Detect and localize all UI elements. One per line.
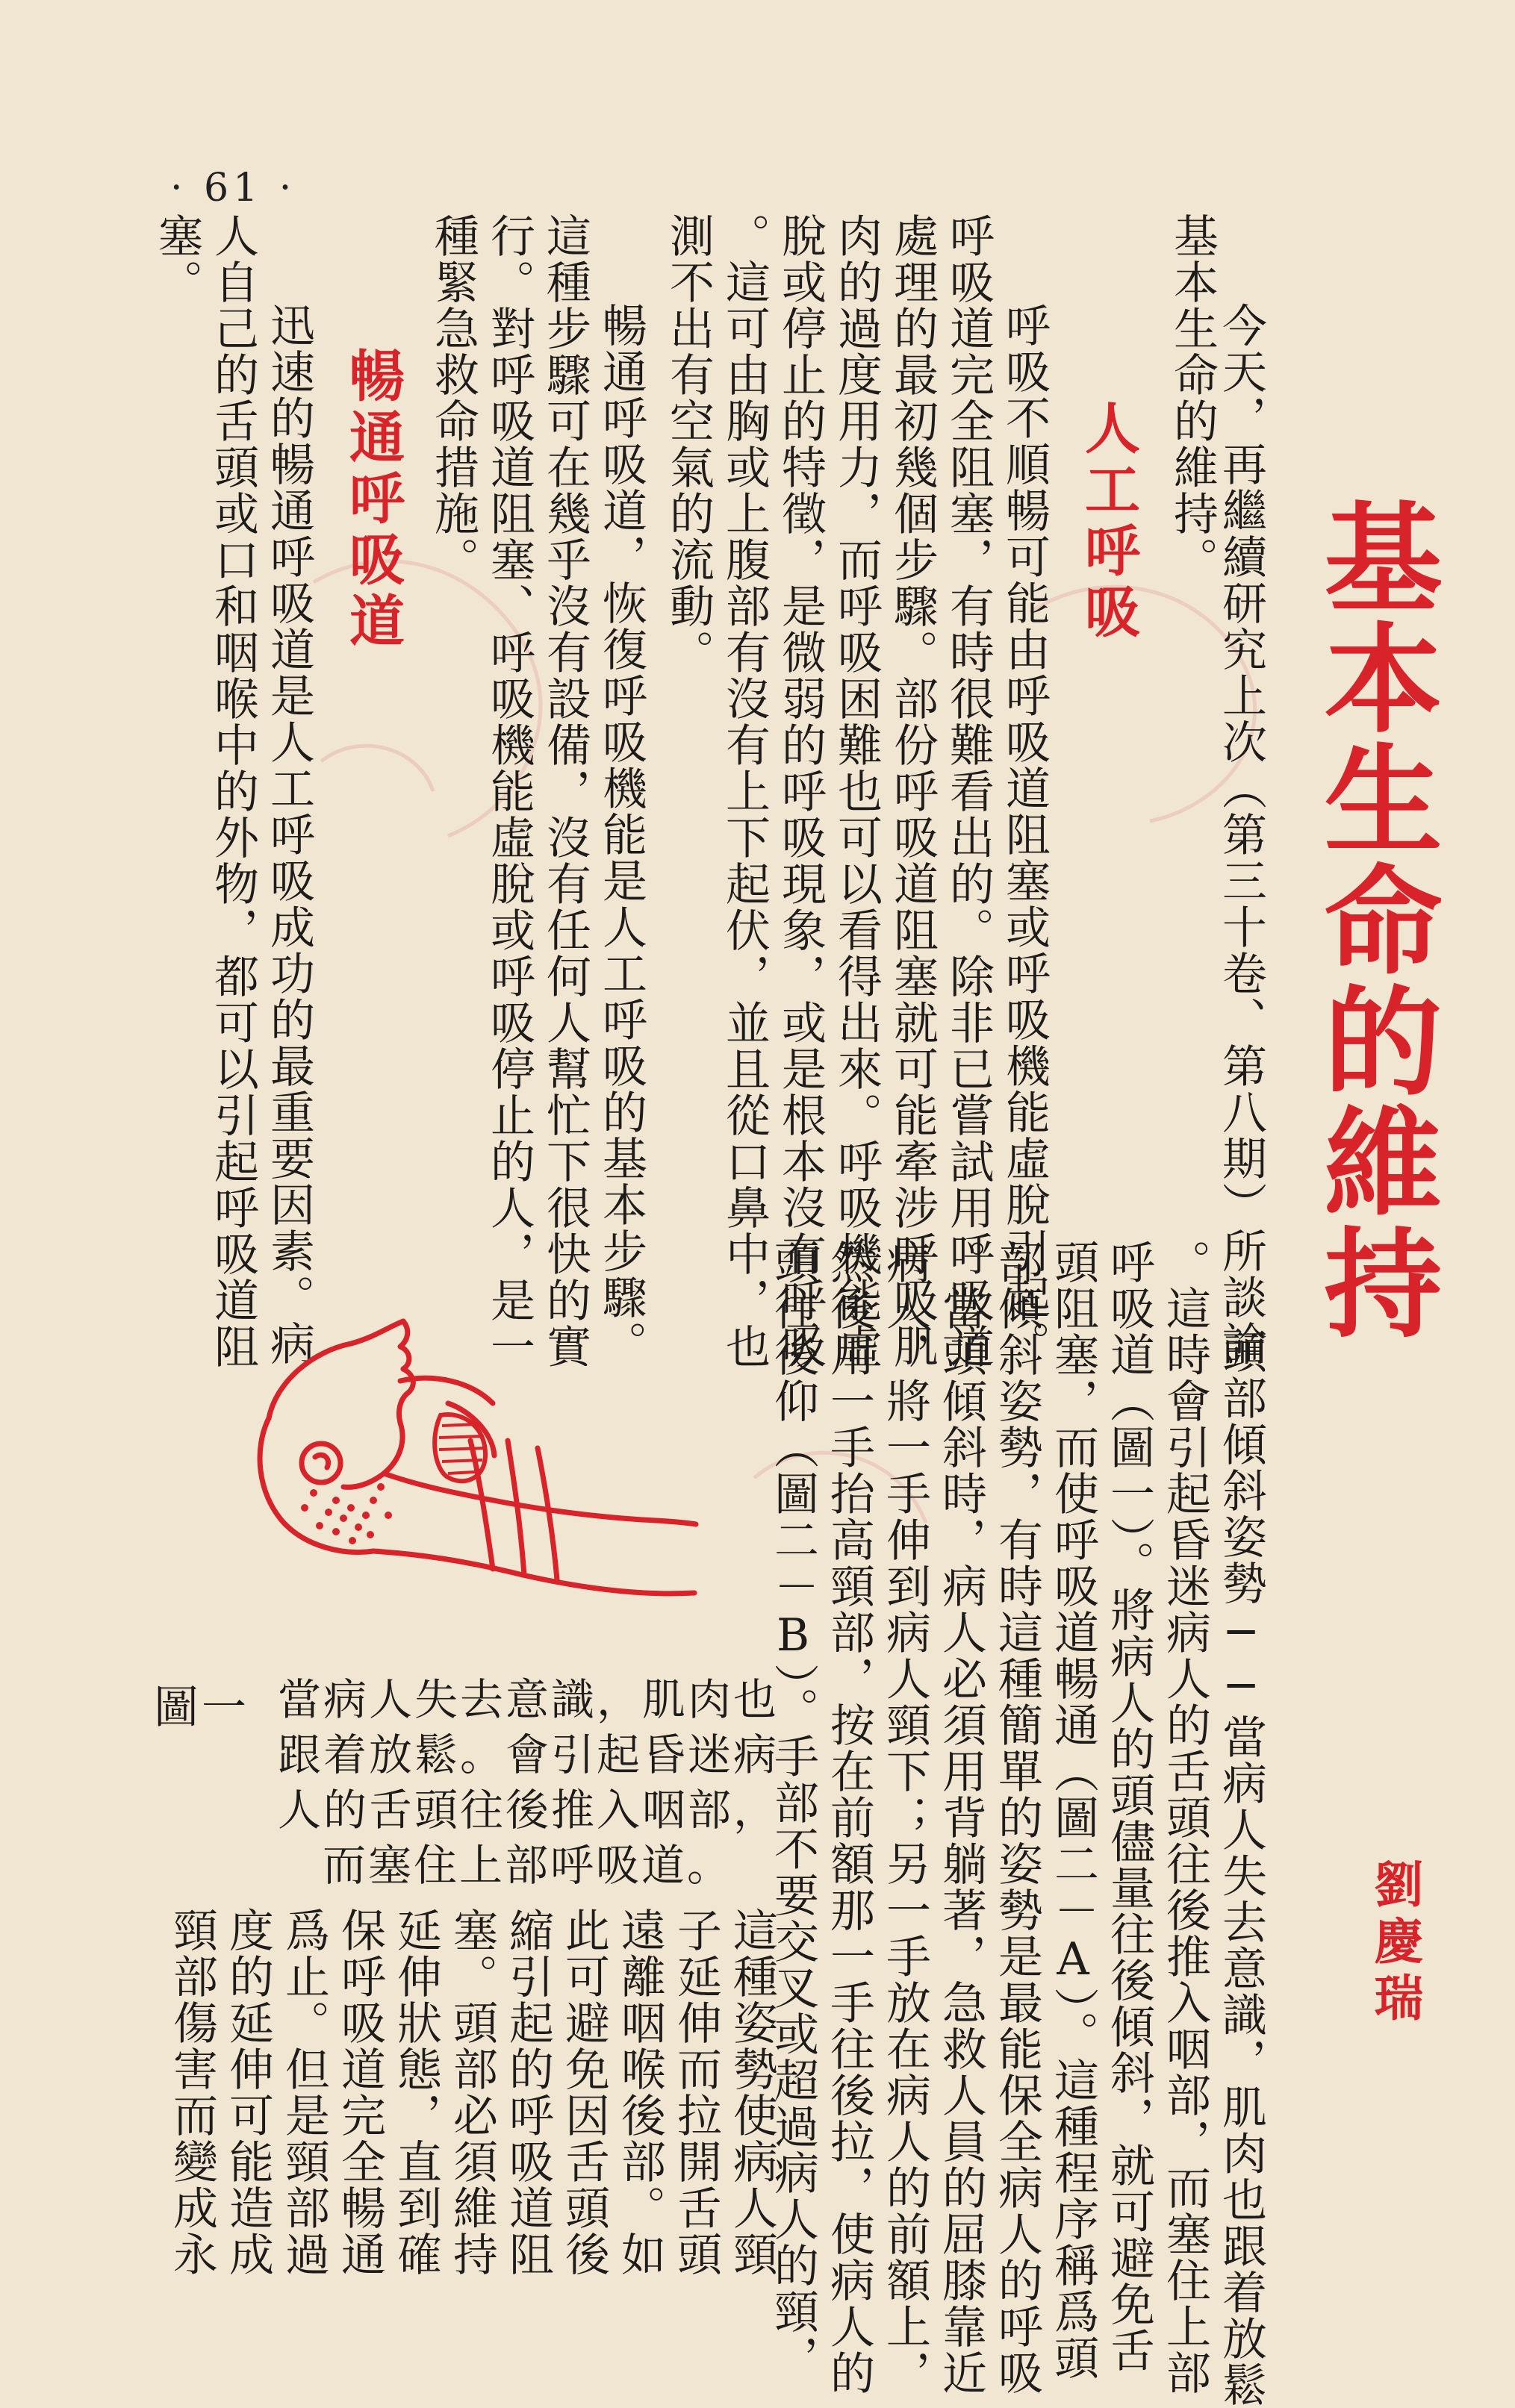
figure1-airway-illustration	[224, 1291, 702, 1620]
lower-right-column: 頭部傾斜姿勢──當病人失去意識，肌肉也跟着放鬆	[1215, 1329, 1267, 2408]
section-heading-artificial-respiration: 人工呼吸	[1076, 399, 1140, 644]
figure1-caption-line: 而塞住上部呼吸道。	[323, 1840, 733, 1891]
section-heading-open-airway: 暢通呼吸道	[340, 347, 405, 653]
bottom-column: 度的延伸可能造成	[222, 1907, 274, 2277]
section1-column: 肉的過度用力，而呼吸困難也可以看得出來。呼吸機能虛	[830, 213, 883, 1370]
author-name: 劉慶瑞	[1366, 1859, 1424, 2029]
section1-column: 測不出有空氣的流動。	[662, 213, 715, 676]
section1-column: 這種步驟可在幾乎沒有設備，沒有任何人幫忙下很快的實	[539, 213, 591, 1370]
figure1-label: 圖一	[154, 1682, 249, 1734]
bottom-column: 保呼吸道完全暢通	[334, 1907, 386, 2277]
figure1-caption-line: 人的舌頭往後推入咽部，	[278, 1785, 780, 1835]
section2-column: 人自己的舌頭或口和咽喉中的外物，都可以引起呼吸道阻	[207, 213, 259, 1370]
lower-right-column: 頭往後仰（圖二－B）。手部不要交叉或超過病人的頸，	[767, 1239, 819, 2381]
figure1-caption	[278, 1672, 780, 1893]
lower-right-column: 。這時會引起昏迷病人的舌頭往後推入咽部，而塞住上部	[1159, 1239, 1211, 2396]
section2-column: 塞。	[151, 213, 203, 305]
lower-right-column: 病人，將一手伸到病人頸下；另一手放在病人的前額上，	[879, 1239, 931, 2396]
figure1-caption-line: 當病人失去意識，肌肉也	[278, 1674, 780, 1725]
lower-right-column: 然後用一手抬高頸部，按在前額那一手往後拉，使病人的	[823, 1239, 875, 2396]
section1-column: 呼吸不順暢可能由呼吸道阻塞或呼吸機能虛脫引起。	[998, 302, 1051, 1367]
section1-column: 脫或停止的特徵，是微弱的呼吸現象，或是根本沒有呼吸	[774, 213, 827, 1370]
bottom-column: 子延伸而拉開舌頭	[670, 1907, 722, 2277]
bottom-column: 爲止。但是頸部過	[278, 1907, 330, 2277]
lower-right-column: 部傾斜姿勢，有時這種簡單的姿勢是最能保全病人的呼吸	[991, 1239, 1043, 2396]
section1-column: 暢通呼吸道，恢復呼吸機能是人工呼吸的基本步驟。	[595, 302, 647, 1367]
lower-right-column: 頭阻塞，而使呼吸道暢通（圖二－A）。這種程序稱爲頭	[1047, 1239, 1099, 2381]
bottom-column: 塞。頭部必須維持	[446, 1907, 498, 2277]
section1-column: 種緊急救命措施。	[427, 213, 479, 583]
bottom-column: 這種姿勢使病人頸	[726, 1907, 778, 2277]
intro-column: 基本生命的維持。	[1166, 213, 1219, 583]
article-title: 基本生命的維持	[1304, 496, 1443, 1343]
page-number: · 61 ·	[170, 166, 296, 210]
intro-column: 今天，再繼續研究上次（第三十卷、第八期）所談論	[1215, 302, 1267, 1367]
bottom-column: 頸部傷害而變成永	[166, 1907, 218, 2277]
section1-column: 。這可由胸或上腹部有沒有上下起伏，並且從口鼻中，也	[718, 213, 771, 1370]
bottom-column: 縮引起的呼吸道阻	[502, 1907, 554, 2277]
section2-column: 迅速的暢通呼吸道是人工呼吸成功的最重要因素。病	[263, 302, 315, 1367]
lower-right-column: 呼吸道（圖一）。將病人的頭儘量往後傾斜，就可避免舌	[1103, 1239, 1155, 2374]
section1-column: 行。對呼吸道阻塞、呼吸機能虛脫或呼吸停止的人，是一	[483, 213, 535, 1370]
bottom-column: 遠離咽喉後部。如	[614, 1907, 666, 2277]
section1-column: 處理的最初幾個步驟。部份呼吸道阻塞就可能牽涉呼吸肌	[886, 213, 939, 1370]
bottom-column: 此可避免因舌頭後	[558, 1907, 610, 2277]
section1-column: 呼吸道完全阻塞，有時很難看出的。除非已嘗試用呼吸道	[942, 213, 995, 1370]
figure1-caption-line: 跟着放鬆。會引起昏迷病	[278, 1729, 780, 1780]
lower-right-column: 。當頭傾斜時，病人必須用背躺著，急救人員的屈膝靠近	[935, 1239, 987, 2396]
bottom-column: 延伸狀態，直到確	[390, 1907, 442, 2277]
